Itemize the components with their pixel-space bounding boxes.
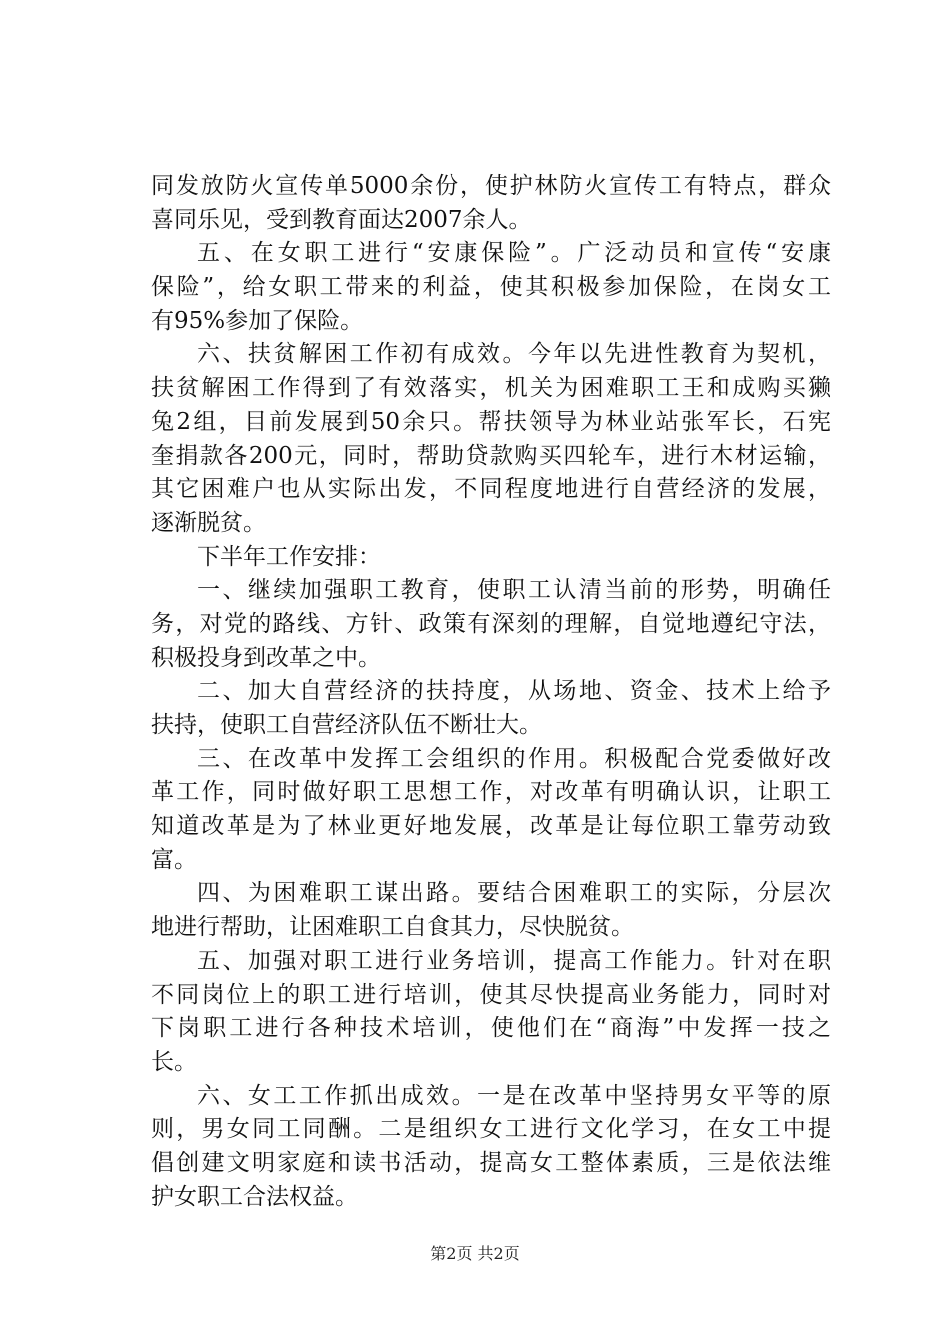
- text-line: 六、女工工作抓出成效。一是在改革中坚持男女平等的原: [197, 1082, 831, 1109]
- page-number-footer: 第2页 共2页: [430, 1244, 520, 1263]
- text-line: 知道改革是为了林业更好地发展，改革是让每位职工靠劳动致: [151, 813, 831, 840]
- text-line: 富。: [151, 846, 197, 873]
- text-line: 六、扶贫解困工作初有成效。今年以先进性教育为契机，: [197, 341, 831, 368]
- text-line: 有95%参加了保险。: [151, 307, 364, 334]
- text-line: 地进行帮助，让困难职工自食其力，尽快脱贫。: [151, 914, 634, 941]
- text-line: 一、继续加强职工教育，使职工认清当前的形势，明确任: [197, 577, 831, 604]
- text-line: 倡创建文明家庭和读书活动，提高女工整体素质，三是依法维: [151, 1149, 831, 1176]
- text-line: 保险”，给女职工带来的利益，使其积极参加保险，在岗女工: [151, 274, 831, 301]
- text-line: 喜同乐见，受到教育面达2007余人。: [151, 206, 532, 233]
- document-body: [151, 170, 831, 1214]
- text-line: 五、加强对职工进行业务培训，提高工作能力。针对在职: [197, 947, 831, 974]
- text-line: 护女职工合法权益。: [151, 1183, 358, 1210]
- text-line: 务，对党的路线、方针、政策有深刻的理解，自觉地遵纪守法，: [151, 610, 831, 637]
- text-line: 同发放防火宣传单5000余份，使护林防火宣传工有特点，群众: [151, 173, 831, 199]
- text-line: 不同岗位上的职工进行培训，使其尽快提高业务能力，同时对: [151, 981, 831, 1008]
- text-line: 扶贫解困工作得到了有效落实，机关为困难职工王和成购买獭: [151, 375, 831, 402]
- text-line: 五、在女职工进行“安康保险”。广泛动员和宣传“安康: [197, 240, 831, 267]
- text-line: 下半年工作安排：: [197, 543, 381, 570]
- text-line: 革工作，同时做好职工思想工作，对改革有明确认识，让职工: [151, 779, 831, 806]
- text-line: 积极投身到改革之中。: [151, 644, 381, 671]
- text-line: 奎捐款各200元，同时，帮助贷款购买四轮车，进行木材运输，: [151, 442, 831, 469]
- text-line: 逐渐脱贫。: [151, 509, 266, 536]
- text-line: 其它困难户也从实际出发，不同程度地进行自营经济的发展，: [151, 476, 831, 503]
- text-line: 则，男女同工同酬。二是组织女工进行文化学习，在女工中提: [151, 1116, 831, 1143]
- text-line: 三、在改革中发挥工会组织的作用。积极配合党委做好改: [197, 745, 831, 772]
- text-line: 下岗职工进行各种技术培训，使他们在“商海”中发挥一技之: [151, 1015, 831, 1042]
- text-line: 四、为困难职工谋出路。要结合困难职工的实际，分层次: [197, 880, 831, 907]
- text-line: 二、加大自营经济的扶持度，从场地、资金、技术上给予: [197, 678, 831, 705]
- text-line: 扶持，使职工自营经济队伍不断壮大。: [151, 712, 542, 738]
- text-line: 长。: [151, 1048, 197, 1075]
- text-line: 兔2组，目前发展到50余只。帮扶领导为林业站张军长，石宪: [151, 408, 831, 435]
